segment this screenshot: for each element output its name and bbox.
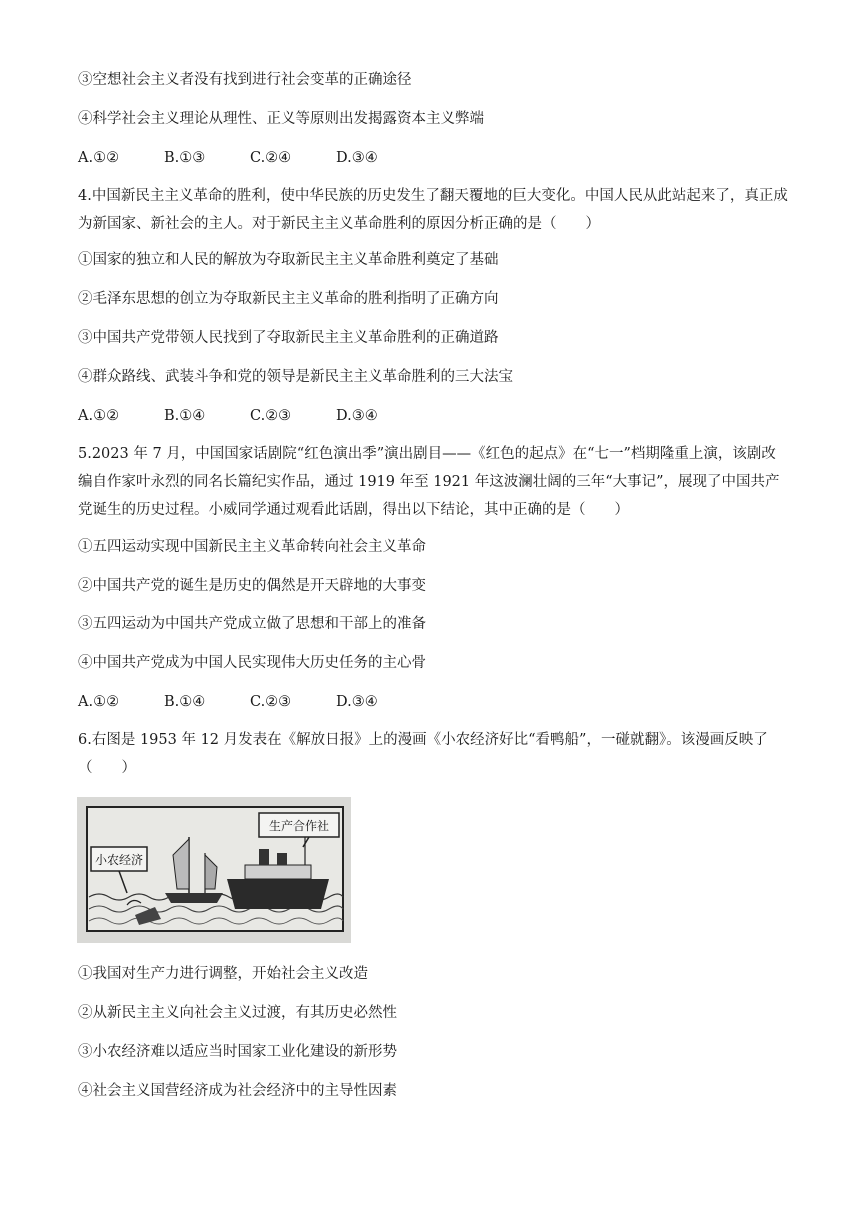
q4-choices — [78, 406, 422, 426]
choice-d: D.③④ — [336, 408, 378, 424]
choice-a: A.①② — [78, 694, 120, 710]
q5-stem: 5.2023 年 7 月，中国国家话剧院“红色演出季”演出剧目——《红色的起点》在“七一”档期隆重上演，该剧改编自作家叶永烈的同名长篇纪实作品，通过 1919 年至 1921 年这波澜壮阔的三年“大事记”，展现了中国共产党诞生的历史过程。小威同学通过观看此话剧，得出以下结论，其中正确的是（ ） — [78, 446, 780, 518]
q6-option-2: ②从新民主主义向社会主义过渡，有其历史必然性 — [78, 1005, 397, 1021]
q5-option-3: ③五四运动为中国共产党成立做了思想和干部上的准备 — [78, 616, 426, 632]
choice-a: A.①② — [78, 150, 120, 166]
choice-d: D.③④ — [336, 150, 378, 166]
choice-d: D.③④ — [336, 694, 378, 710]
q4-option-1: ①国家的独立和人民的解放为夺取新民主主义革命胜利奠定了基础 — [78, 252, 499, 268]
q4-stem: 4.中国新民主主义革命的胜利，使中华民族的历史发生了翻天覆地的巨大变化。中国人民从此站起来了，真正成为新国家、新社会的主人。对于新民主主义革命胜利的原因分析正确的是（ ） — [78, 188, 788, 232]
q6-stem: 6.右图是 1953 年 12 月发表在《解放日报》上的漫画《小农经济好比“看鸭船”，一碰就翻》。该漫画反映了（ ） — [78, 732, 768, 776]
q6-option-1: ①我国对生产力进行调整，开始社会主义改造 — [78, 966, 368, 982]
cartoon-label-cooperative: 生产合作社 — [268, 819, 330, 833]
q4-option-4: ④群众路线、武装斗争和党的领导是新民主主义革命胜利的三大法宝 — [78, 369, 513, 385]
q5-option-1: ①五四运动实现中国新民主主义革命转向社会主义革命 — [78, 539, 426, 555]
q4-option-3: ③中国共产党带领人民找到了夺取新民主主义革命胜利的正确道路 — [78, 330, 499, 346]
choice-b: B.①③ — [164, 150, 206, 166]
q6-option-3: ③小农经济难以适应当时国家工业化建设的新形势 — [78, 1044, 397, 1060]
q6-option-4: ④社会主义国营经济成为社会经济中的主导性因素 — [78, 1083, 397, 1099]
q3-choices — [78, 148, 422, 168]
cartoon-label-small-farming: 小农经济 — [94, 853, 144, 867]
q3-option-4: ④科学社会主义理论从理性、正义等原则出发揭露资本主义弊端 — [78, 111, 484, 127]
q5-option-4: ④中国共产党成为中国人民实现伟大历史任务的主心骨 — [78, 655, 426, 671]
choice-c: C.②④ — [250, 150, 292, 166]
q4-option-2: ②毛泽东思想的创立为夺取新民主主义革命的胜利指明了正确方向 — [78, 291, 499, 307]
cartoon-image — [77, 797, 351, 943]
choice-a: A.①② — [78, 408, 120, 424]
choice-b: B.①④ — [164, 408, 206, 424]
q5-option-2: ②中国共产党的诞生是历史的偶然是开天辟地的大事变 — [78, 578, 426, 594]
choice-c: C.②③ — [250, 408, 292, 424]
q3-option-3: ③空想社会主义者没有找到进行社会变革的正确途径 — [78, 72, 412, 88]
q5-choices — [78, 692, 422, 712]
choice-c: C.②③ — [250, 694, 292, 710]
choice-b: B.①④ — [164, 694, 206, 710]
